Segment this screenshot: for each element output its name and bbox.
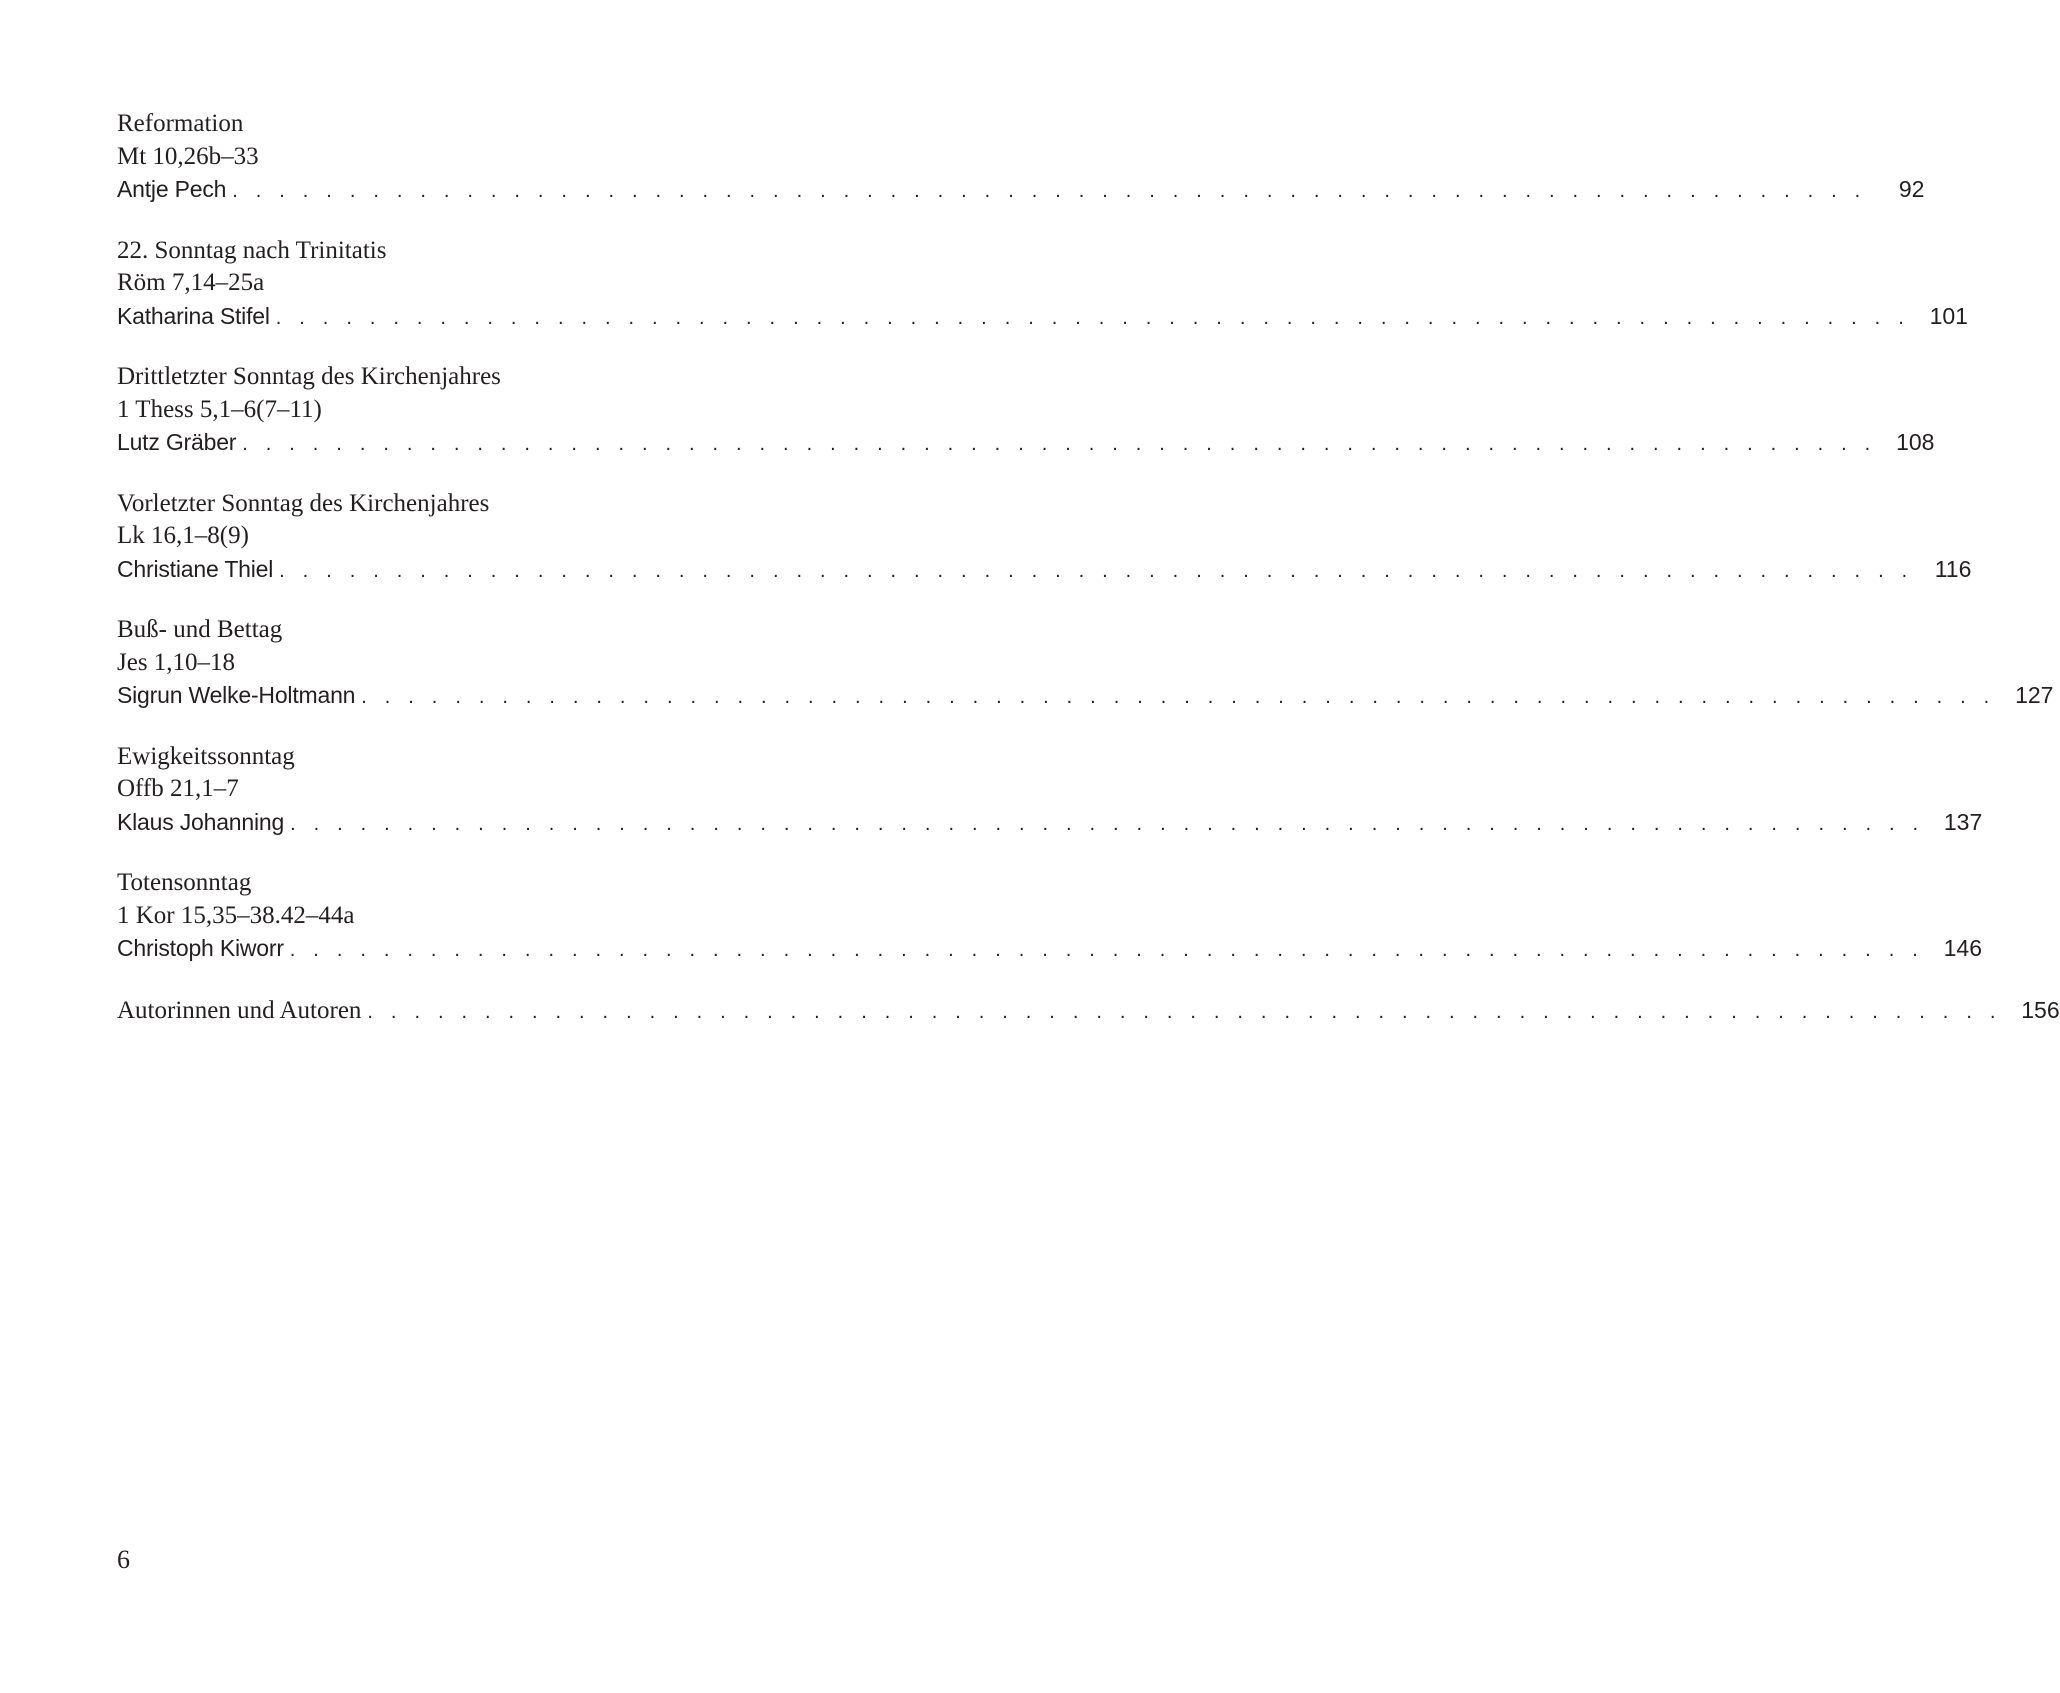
page-ref: 108 [1896,429,1935,455]
authors-label: Autorinnen und Autoren [117,996,362,1024]
toc-entry [117,614,2054,712]
occasion-title: 22. Sonntag nach Trinitatis [117,236,387,264]
table-of-contents [117,108,2060,1055]
toc-entry [117,361,1935,459]
toc-entry [117,108,1925,206]
author-line [117,806,1983,839]
author-name: Klaus Johanning [117,808,285,835]
toc-entry-authors [117,994,2060,1027]
dot-leader: . . . . . . . . . . . . . . . . . . . . . . . . . . . . . . . . . . . . . . . . . . . . . . . . . . . . . . . . . . . . . . . . . . . . . . [232,180,1867,202]
page-number: 6 [117,1545,130,1574]
toc-entry [117,488,1972,586]
toc-entry [117,741,1983,839]
dot-leader: . . . . . . . . . . . . . . . . . . . . . . . . . . . . . . . . . . . . . . . . . . . . . . . . . . . . . . . . . . . . . . . . . . . . . . [275,306,1910,329]
author-line [117,553,1972,586]
page-ref: 137 [1943,808,1983,835]
author-line [117,932,1982,965]
occasion-title: Buß- und Bettag [117,616,283,643]
author-name: Christiane Thiel [117,555,274,582]
toc-entry [117,867,1982,965]
bible-passage: 1 Thess 5,1–6(7–11) [117,395,322,423]
author-line [117,426,1935,459]
page-ref: 156 [2021,996,2060,1023]
author-line [117,679,2054,712]
bible-passage: Jes 1,10–18 [117,648,236,676]
toc-entry [117,235,1968,333]
bible-passage: Röm 7,14–25a [117,269,265,296]
bible-passage: Lk 16,1–8(9) [117,522,249,549]
bible-passage: Mt 10,26b–33 [117,142,259,170]
dot-leader: . . . . . . . . . . . . . . . . . . . . . . . . . . . . . . . . . . . . . . . . . . . . . . . . . . . . . . . . . . . . . . . . . . . . . . [242,433,1877,455]
author-line [117,173,1925,206]
page-ref: 92 [1898,176,1925,202]
page-ref: 146 [1943,935,1982,961]
authors-line [117,994,2060,1027]
author-name: Lutz Gräber [117,429,237,455]
author-name: Katharina Stifel [117,302,270,329]
dot-leader: . . . . . . . . . . . . . . . . . . . . . . . . . . . . . . . . . . . . . . . . . . . . . . . . . . . . . . . . . . . . . . . . . . . . . . [279,559,1914,582]
bible-passage: Offb 21,1–7 [117,775,239,802]
page-ref: 127 [2015,682,2054,708]
dot-leader: . . . . . . . . . . . . . . . . . . . . . . . . . . . . . . . . . . . . . . . . . . . . . . . . . . . . . . . . . . . . . . . . . . . . . . [290,812,1925,835]
page-ref: 116 [1934,555,1972,582]
author-name: Sigrun Welke-Holtmann [117,682,356,708]
occasion-title: Ewigkeitssonntag [117,742,295,770]
dot-leader: . . . . . . . . . . . . . . . . . . . . . . . . . . . . . . . . . . . . . . . . . . . . . . . . . . . . . . . . . . . . . . . . . . . . . . [367,1000,2002,1023]
dot-leader: . . . . . . . . . . . . . . . . . . . . . . . . . . . . . . . . . . . . . . . . . . . . . . . . . . . . . . . . . . . . . . . . . . . . . . [289,939,1924,961]
occasion-title: Vorletzter Sonntag des Kirchenjahres [117,489,490,517]
bible-passage: 1 Kor 15,35–38.42–44a [117,901,355,929]
author-line [117,300,1968,333]
occasion-title: Drittletzter Sonntag des Kirchenjahres [117,363,501,390]
page-ref: 101 [1929,302,1968,329]
author-name: Christoph Kiworr [117,935,284,961]
dot-leader: . . . . . . . . . . . . . . . . . . . . . . . . . . . . . . . . . . . . . . . . . . . . . . . . . . . . . . . . . . . . . . . . . . . . . . [361,686,1996,708]
occasion-title: Totensonntag [117,869,252,896]
author-name: Antje Pech [117,176,227,202]
occasion-title: Reformation [117,110,244,137]
